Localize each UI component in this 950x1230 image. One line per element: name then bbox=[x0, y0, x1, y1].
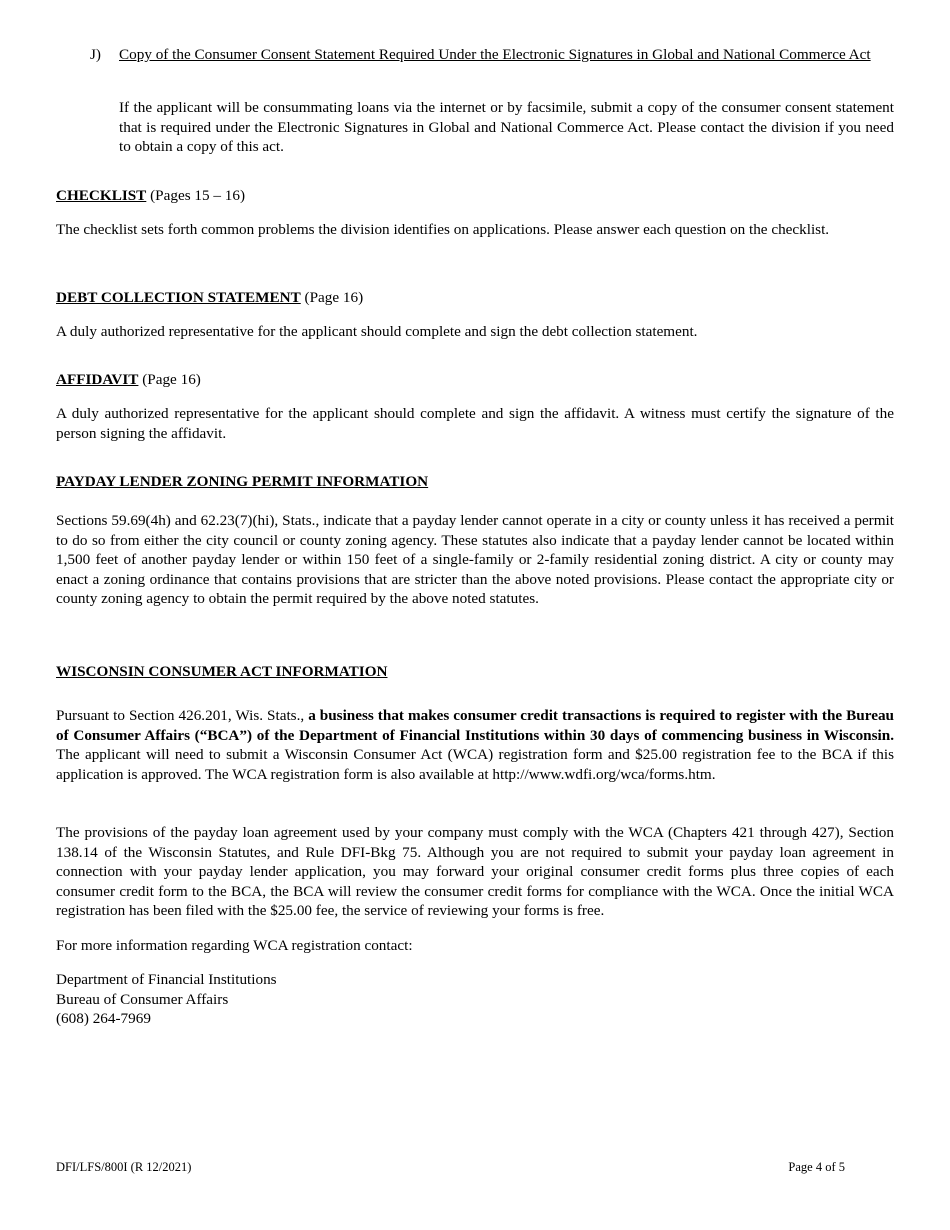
item-j-title: Copy of the Consumer Consent Statement Required Under the Electronic Signatures in Global and National Commerce Act bbox=[119, 46, 871, 63]
wca-p1-bold: a business that makes consumer credit transactions is required to register with the Bureau of Consumer Affairs (“BCA”) of the Department of Financial Institutions within 30 days of commencing business in Wisconsin. bbox=[56, 707, 894, 744]
wca-contact-block bbox=[56, 970, 894, 1029]
affidavit-body: A duly authorized representative for the applicant should complete and sign the affidavit. A witness must certify the signature of the person signing the affidavit. bbox=[56, 405, 894, 442]
zoning-body: Sections 59.69(4h) and 62.23(7)(hi), Stats., indicate that a payday lender cannot operate in a city or county unless it has received a permit to do so from either the city council or county zoning agency. These statutes also indicate that a payday lender cannot be located within 1,500 feet of another payday lender or within 150 feet of a single-family or 2-family residential zoning district. A city or county may enact a zoning ordinance that contains provisions that are stricter than the above noted provisions. Please contact the appropriate city or county zoning agency to obtain the permit required by the above noted statutes. bbox=[56, 512, 894, 608]
footer-form-id: DFI/LFS/800I (R 12/2021) bbox=[56, 1160, 192, 1174]
footer-page-number: Page 4 of 5 bbox=[788, 1160, 845, 1174]
wca-paragraph-1 bbox=[56, 706, 894, 784]
checklist-heading-line bbox=[56, 186, 894, 206]
affidavit-pages: (Page 16) bbox=[138, 371, 201, 388]
item-j-body: If the applicant will be consummating loans via the internet or by facsimile, submit a copy of the consumer consent statement that is required under the Electronic Signatures in Global and National Commerce Act. Please contact the division if you need to obtain a copy of this act. bbox=[119, 99, 894, 156]
debt-collection-heading-line bbox=[56, 288, 894, 308]
contact-phone: (608) 264-7969 bbox=[56, 1010, 151, 1028]
affidavit-heading-line bbox=[56, 370, 894, 390]
wca-p1-start: Pursuant to Section 426.201, Wis. Stats., bbox=[56, 707, 309, 724]
contact-bureau: Bureau of Consumer Affairs bbox=[56, 990, 229, 1008]
wca-paragraph-2: The provisions of the payday loan agreement used by your company must comply with the WCA (Chapters 421 through 427), Section 138.14 of the Wisconsin Statutes, and Rule DFI-Bkg 75. Although you are not required to submit your payday loan agreement in connection with your payday lender application, you may forward your original consumer credit forms plus three copies of each consumer credit form to the BCA, the BCA will review the consumer credit forms for compliance with the WCA. Once the initial WCA registration has been filed with the $25.00 fee, the service of reviewing your forms is free. bbox=[56, 824, 894, 920]
wca-p1-end: The applicant will need to submit a Wisconsin Consumer Act (WCA) registration form and $25.00 registration fee to the BCA if this application is approved. The WCA registration form is also available at http://www.wdfi.org/wca/forms.htm. bbox=[56, 746, 894, 783]
wca-heading: WISCONSIN CONSUMER ACT INFORMATION bbox=[56, 663, 388, 680]
checklist-body: The checklist sets forth common problems the division identifies on applications. Please answer each question on the checklist. bbox=[56, 221, 830, 238]
debt-collection-heading: DEBT COLLECTION STATEMENT bbox=[56, 289, 301, 306]
checklist-pages: (Pages 15 – 16) bbox=[146, 187, 246, 204]
affidavit-heading: AFFIDAVIT bbox=[56, 371, 139, 388]
item-j-marker: J) bbox=[90, 46, 101, 63]
checklist-heading: CHECKLIST bbox=[56, 187, 147, 204]
contact-department: Department of Financial Institutions bbox=[56, 971, 277, 988]
debt-collection-pages: (Page 16) bbox=[300, 289, 364, 306]
wca-paragraph-3: For more information regarding WCA registration contact: bbox=[56, 937, 413, 954]
zoning-heading: PAYDAY LENDER ZONING PERMIT INFORMATION bbox=[56, 473, 429, 490]
debt-collection-body: A duly authorized representative for the applicant should complete and sign the debt collection statement. bbox=[56, 323, 698, 340]
